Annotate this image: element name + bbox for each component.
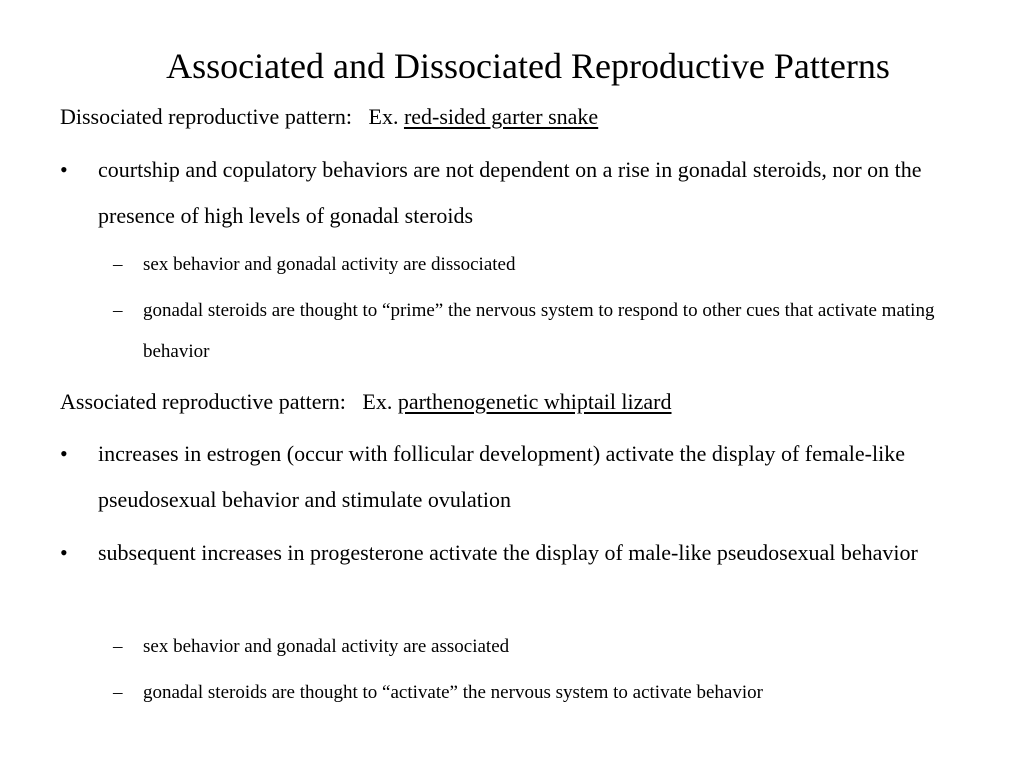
bullet-text: increases in estrogen (occur with follicular development) activate the display of female-like pseudosexual behavior and stimulate ovulation (98, 441, 905, 512)
sub-bullet-text: sex behavior and gonadal activity are associated (143, 636, 510, 657)
bullet-text: subsequent increases in progesterone activate the display of male-like pseudosexual behavior (98, 540, 918, 565)
sub-bullet-marker: – (113, 682, 123, 703)
sub-bullet-marker: – (113, 254, 123, 275)
associated-heading-label: Associated reproductive pattern: Ex. (60, 389, 398, 414)
dissociated-heading-label: Dissociated reproductive pattern: Ex. (60, 104, 404, 129)
dissociated-sub-bullet-1 (113, 244, 973, 285)
sub-bullet-text: sex behavior and gonadal activity are dissociated (143, 254, 516, 275)
dissociated-example-link[interactable]: red-sided garter snake (403, 104, 599, 129)
dissociated-sub-bullet-2 (113, 290, 973, 372)
bullet-marker: • (60, 441, 68, 466)
sub-bullet-marker: – (113, 636, 123, 657)
associated-bullet-2 (60, 530, 980, 576)
associated-bullet-1 (60, 431, 980, 523)
associated-sub-bullet-1 (113, 626, 973, 667)
bullet-text: courtship and copulatory behaviors are not dependent on a rise in gonadal steroids, nor on the presence of high levels of gonadal steroids (98, 157, 922, 228)
slide-title: Associated and Dissociated Reproductive Patterns (166, 46, 890, 86)
sub-bullet-text: gonadal steroids are thought to “prime” the nervous system to respond to other cues that activate mating behavior (143, 300, 935, 362)
associated-heading (60, 388, 672, 416)
sub-bullet-text: gonadal steroids are thought to “activate” the nervous system to activate behavior (143, 682, 763, 703)
bullet-marker: • (60, 157, 68, 182)
bullet-marker: • (60, 540, 68, 565)
dissociated-bullet-1 (60, 147, 980, 239)
dissociated-heading (60, 103, 598, 131)
associated-example-link[interactable]: parthenogenetic whiptail lizard (397, 389, 672, 414)
sub-bullet-marker: – (113, 300, 123, 321)
associated-sub-bullet-2 (113, 672, 973, 713)
